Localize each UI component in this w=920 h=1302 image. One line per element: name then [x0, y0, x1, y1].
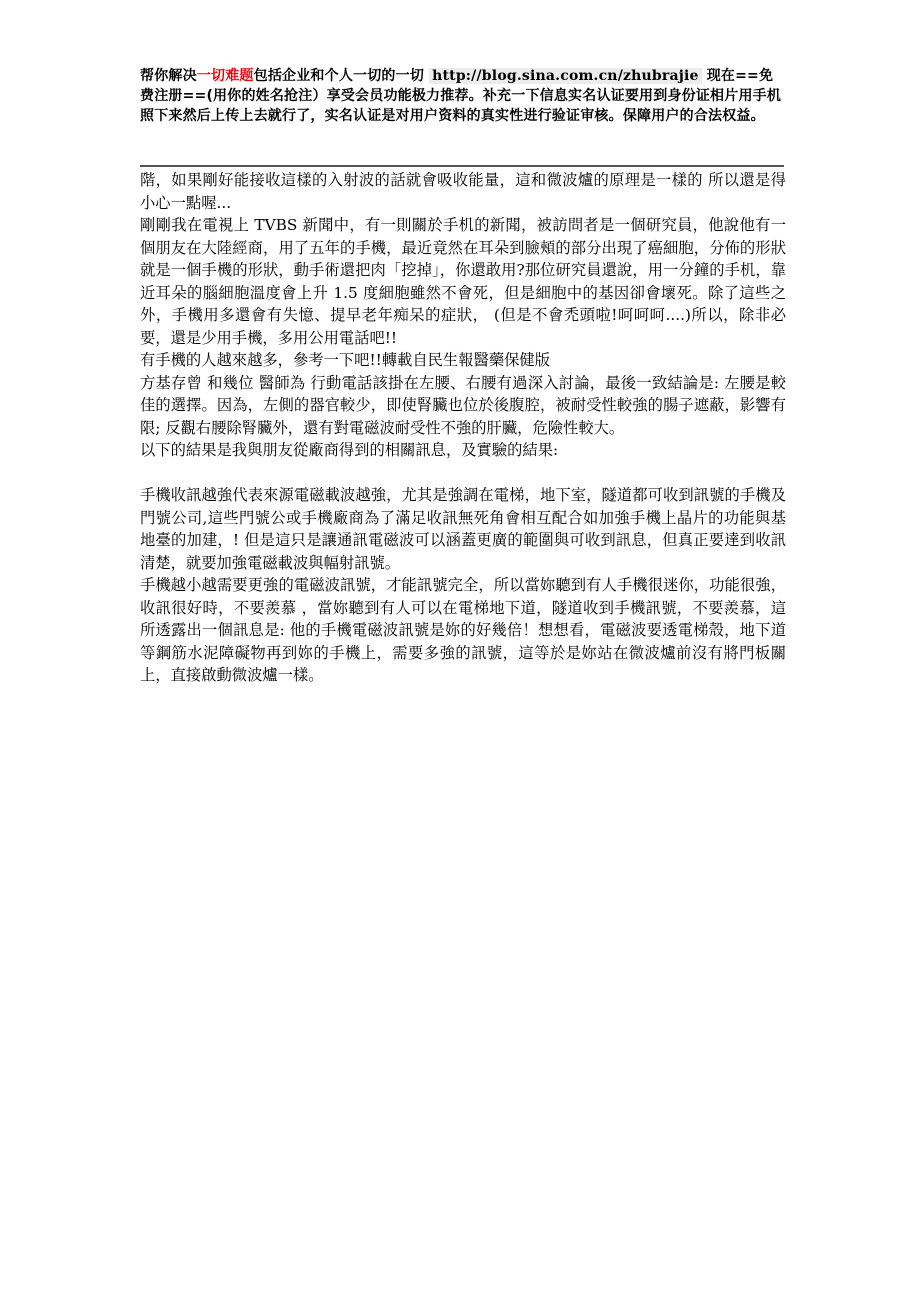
paragraph: 階，如果剛好能接收這樣的入射波的話就會吸收能量，這和微波爐的原理是一樣的 所以還是得小心一點喔... — [140, 171, 786, 212]
blank-line — [140, 462, 786, 485]
article-body — [140, 169, 786, 687]
header-text-3: 现在==免费注册==(用你的姓名抢注）享受会员功能极力推荐。补充一下信息实名认证要用到身份证相片用手机照下来然后上传上去就行了，实名认证是对用户资料的真实性进行验证审核。保障用户的合法权益。 — [140, 68, 782, 124]
paragraph: 方基存曾 和幾位 醫師為 行動電話該掛在左腰、右腰有過深入討論，最後一致結論是: 左腰是較佳的選擇。因為，左側的器官較少，即使腎臟也位於後腹腔，被耐受性較強的腸子遮蔽，影響有限; 反觀右腰除腎臟外，還有對電磁波耐受性不強的肝臟，危險性較大。 — [140, 373, 786, 437]
blog-url-link[interactable]: http://blog.sina.com.cn/zhubrajie — [429, 68, 702, 84]
ad-header — [140, 66, 785, 126]
header-highlight: 一切难题 — [196, 68, 254, 84]
header-text-1: 帮你解决 — [140, 68, 197, 84]
paragraph: 有手機的人越來越多，參考一下吧!!轉載自民生報醫藥保健版 — [140, 351, 551, 369]
paragraph: 手機收訊越強代表來源電磁載波越強，尤其是強調在電梯，地下室，隧道都可收到訊號的手機及門號公司,這些門號公或手機廠商為了滿足收訊無死角會相互配合如加強手機上晶片的功能與基地臺的加建，! 但是這只是讓通訊電磁波可以涵蓋更廣的範圍與可收到訊息，但真正要達到收訊清楚，就要加強電磁載波與幅射訊號。 — [140, 486, 786, 572]
header-divider — [140, 165, 784, 167]
paragraph: 剛剛我在電視上 TVBS 新聞中，有一則關於手机的新聞，被訪問者是一個研究員，他說他有一個朋友在大陸經商，用了五年的手機，最近竟然在耳朵到臉頰的部分出現了癌細胞，分佈的形狀就是一個手機的形狀，動手術還把肉「挖掉」，你還敢用?那位研究員還說，用一分鐘的手机，靠近耳朵的腦細胞溫度會上升 1.5 度細胞雖然不會死，但是細胞中的基因卻會壞死。除了這些之外，手機用多還會有失憶、提早老年痴呆的症狀， (但是不會禿頭啦!呵呵呵....)所以，除非必要，還是少用手機，多用公用電話吧!! — [140, 216, 786, 347]
paragraph: 手機越小越需要更強的電磁波訊號，才能訊號完全，所以當妳聽到有人手機很迷你，功能很強，收訊很好時，不要羨慕 ，當妳聽到有人可以在電梯地下道，隧道收到手機訊號，不要羨慕，這所透露出一個訊息是: 他的手機電磁波訊號是妳的好幾倍！想想看，電磁波要透電梯殼，地下道等鋼筋水泥障礙物再到妳的手機上，需要多強的訊號，這等於是妳站在微波爐前沒有將門板關上，直接啟動微波爐一樣。 — [140, 576, 786, 684]
header-text-2: 包括企业和个人一切的一切 — [253, 68, 430, 84]
paragraph: 以下的結果是我與朋友從廠商得到的相關訊息，及實驗的結果: — [140, 441, 559, 459]
